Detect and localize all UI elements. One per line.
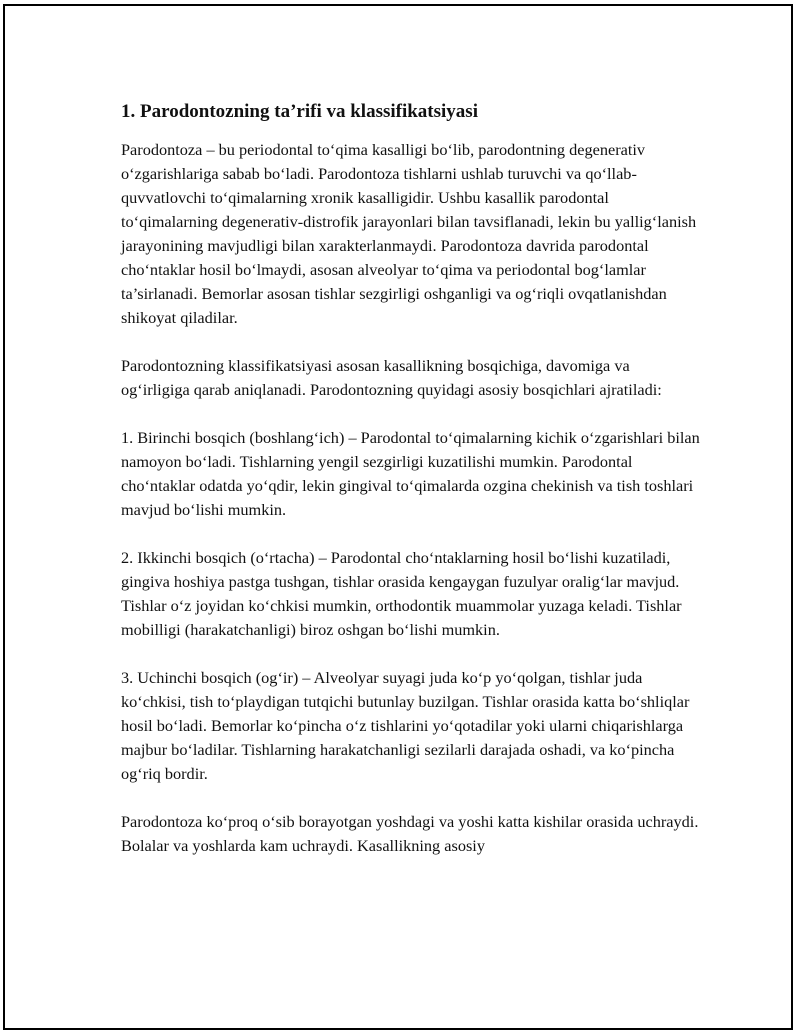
paragraph-classification: Parodontozning klassifikatsiyasi asosan kasallikning bosqichiga, davomiga va og‘irligiga qarab aniqlanadi. Parodontozning quyidagi asosiy bosqichlari ajratiladi: <box>121 356 662 399</box>
paragraph-stage-3: 3. Uchinchi bosqich (og‘ir) – Alveolyar suyagi juda ko‘p yo‘qolgan, tishlar juda ko‘chkisi, tish to‘playdigan tutqichi butunlay buzilgan. Tishlar orasida katta bo‘shliqlar hosil bo‘ladi. Bemorlar ko‘pincha o‘z tishlarini yo‘qotadilar yoki ularni chiqarishlarga majbur bo‘ladilar. Tishlarning harakatchanligi sezilarli darajada oshadi, va ko‘pincha og‘riq bordir. <box>121 668 690 783</box>
section-title: 1. Parodontozning ta’rifi va klassifikatsiyasi <box>121 101 478 122</box>
document-page <box>3 4 793 1030</box>
document-body <box>121 98 701 882</box>
paragraph-definition: Parodontoza – bu periodontal to‘qima kasalligi bo‘lib, parodontning degenerativ o‘zgarishlariga sabab bo‘ladi. Parodontoza tishlarni ushlab turuvchi va qo‘llab-quvvatlovchi to‘qimalarning xronik kasalligidir. Ushbu kasallik parodontal to‘qimalarning degenerativ-distrofik jarayonlari bilan tavsiflanadi, lekin bu yallig‘lanish jarayonining mavjudligi bilan xarakterlanmaydi. Parodontoza davrida parodontal cho‘ntaklar hosil bo‘lmaydi, asosan alveolyar to‘qima va periodontal bog‘lamlar ta’sirlanadi. Bemorlar asosan tishlar sezgirligi oshganligi va og‘riqli ovqatlanishdan shikoyat qiladilar. <box>121 140 697 327</box>
paragraph-stage-2: 2. Ikkinchi bosqich (o‘rtacha) – Parodontal cho‘ntaklarning hosil bo‘lishi kuzatiladi, gingiva hoshiya pastga tushgan, tishlar orasida kengaygan fuzulyar oralig‘lar mavjud. Tishlar o‘z joyidan ko‘chkisi mumkin, orthodontik muammolar yuzaga keladi. Tishlar mobilligi (harakatchanligi) biroz oshgan bo‘lishi mumkin. <box>121 548 682 639</box>
paragraph-stage-1: 1. Birinchi bosqich (boshlang‘ich) – Parodontal to‘qimalarning kichik o‘zgarishlari bilan namoyon bo‘ladi. Tishlarning yengil sezgirligi kuzatilishi mumkin. Parodontal cho‘ntaklar odatda yo‘qdir, lekin gingival to‘qimalarda ozgina chekinish va tish toshlari mavjud bo‘lishi mumkin. <box>121 428 700 519</box>
paragraph-prevalence: Parodontoza ko‘proq o‘sib borayotgan yoshdagi va yoshi katta kishilar orasida uchraydi. Bolalar va yoshlarda kam uchraydi. Kasallikning asosiy <box>121 812 699 855</box>
